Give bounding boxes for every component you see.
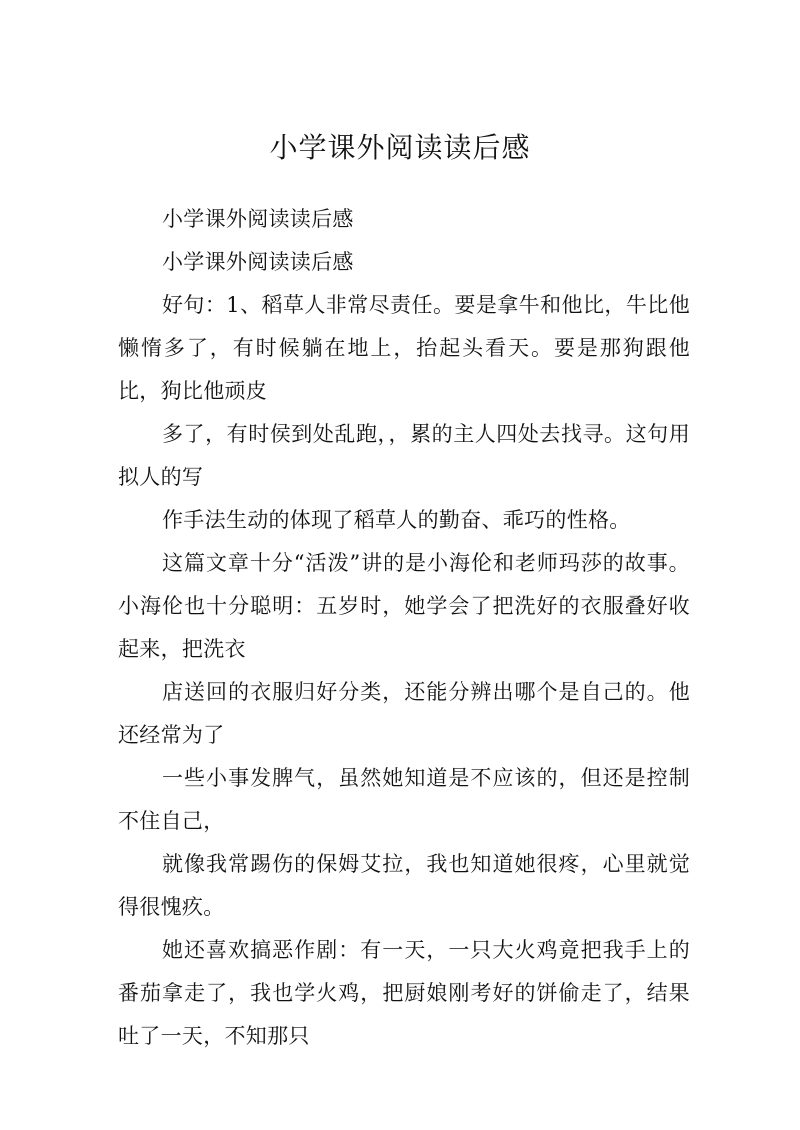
- document-body: [118, 198, 690, 1058]
- paragraph: 就像我常踢伤的保姆艾拉，我也知道她很疼，心里就觉得很愧疚。: [118, 852, 690, 919]
- document-title: 小学课外阅读读后感: [269, 131, 531, 164]
- paragraph: 这篇文章十分“活泼”讲的是小海伦和老师玛莎的故事。小海伦也十分聪明：五岁时，她学会了把洗好的衣服叠好收起来，把洗衣: [118, 551, 690, 661]
- paragraph: 小学课外阅读读后感: [162, 207, 354, 231]
- paragraph: 多了，有时侯到处乱跑，，累的主人四处去找寻。这句用拟人的写: [118, 422, 690, 489]
- paragraph: 好句：1、稻草人非常尽责任。要是拿牛和他比，牛比他懒惰多了，有时候躺在地上，抬起头看天。要是那狗跟他比，狗比他顽皮: [118, 293, 690, 403]
- paragraph: 小学课外阅读读后感: [162, 250, 354, 274]
- paragraph: 一些小事发脾气，虽然她知道是不应该的，但还是控制不住自己，: [118, 766, 690, 833]
- paragraph: 店送回的衣服归好分类，还能分辨出哪个是自己的。他还经常为了: [118, 680, 690, 747]
- paragraph: 作手法生动的体现了稻草人的勤奋、乖巧的性格。: [162, 508, 631, 532]
- paragraph: 她还喜欢搞恶作剧：有一天，一只大火鸡竟把我手上的番茄拿走了，我也学火鸡，把厨娘刚考好的饼偷走了，结果吐了一天，不知那只: [118, 938, 690, 1048]
